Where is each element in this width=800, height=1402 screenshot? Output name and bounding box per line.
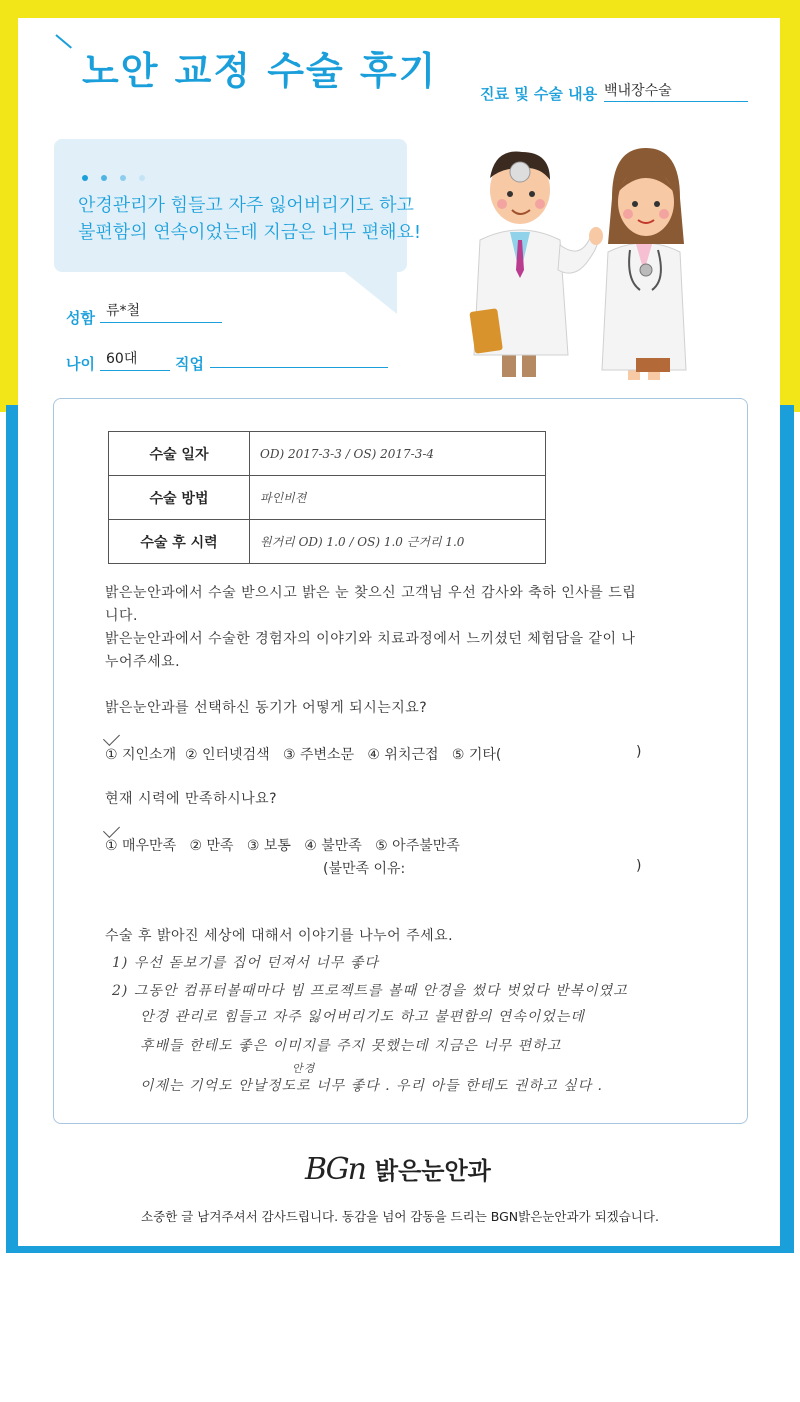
- surgery-date-label: 수술 일자: [109, 432, 250, 476]
- intro-paragraph-1: 밝은눈안과에서 수술 받으시고 밝은 눈 찾으신 고객님 우선 감사와 축하 인사를 드립니다.: [105, 585, 637, 624]
- clinic-logo: [305, 1151, 491, 1187]
- speech-bubble-tail: [342, 270, 397, 314]
- post-vision-label: 수술 후 시력: [109, 520, 250, 564]
- question-3: 수술 후 밝아진 세상에 대해서 이야기를 나누어 주세요.: [105, 928, 454, 944]
- answer-line-4: 후배들 한테도 좋은 이미지를 주지 못했는데 지금은 너무 편하고: [140, 1038, 562, 1054]
- question-2-options: ① 매우만족 ② 만족 ③ 보통 ④ 불만족 ⑤ 아주불만족: [105, 838, 460, 854]
- logo-name: 밝은눈안과: [374, 1157, 491, 1185]
- question-1-options: ① 지인소개 ② 인터넷검색 ③ 주변소문 ④ 위치근접 ⑤ 기타(: [105, 747, 502, 763]
- question-1: 밝은눈안과를 선택하신 동기가 어떻게 되시는지요?: [105, 700, 428, 716]
- name-label: 성함: [66, 309, 95, 327]
- surgery-date-value: OD) 2017-3-3 / OS) 2017-3-4: [250, 432, 546, 476]
- intro-paragraph-2: 밝은눈안과에서 수술한 경험자의 이야기와 치료과정에서 느끼셨던 체험담을 같이 나누어주세요.: [105, 631, 636, 670]
- job-label: 직업: [175, 355, 204, 373]
- job-field: [210, 350, 388, 368]
- answer-line-3: 안경 관리로 힘들고 자주 잃어버리기도 하고 불편함의 연속이었는데: [140, 1009, 585, 1025]
- surgery-info-table: [108, 431, 546, 564]
- male-doctor-figure: [469, 152, 603, 377]
- doctors-illustration: [440, 140, 730, 380]
- bubble-line-2: 불편함의 연속이었는데 지금은 너무 편해요!: [78, 222, 422, 243]
- answer-inserted-note: 안경: [292, 1062, 316, 1075]
- treatment-label: 진료 및 수술 내용: [480, 85, 598, 103]
- table-row: [109, 432, 546, 476]
- bubble-text: [78, 192, 421, 246]
- question-2-close: ): [636, 858, 642, 874]
- table-row: [109, 476, 546, 520]
- table-row: [109, 520, 546, 564]
- answer-line-1: 1) 우선 돋보기를 집어 던져서 너무 좋다: [112, 955, 379, 971]
- bubble-line-1: 안경관리가 힘들고 자주 잃어버리기도 하고: [78, 195, 414, 216]
- dots-icon: [82, 166, 158, 185]
- question-1-close: ): [636, 744, 642, 760]
- logo-mark: BGn: [305, 1152, 365, 1187]
- female-doctor-figure: [602, 148, 686, 380]
- post-vision-value: 원거리 OD) 1.0 / OS) 1.0 근거리 1.0: [250, 520, 546, 564]
- surgery-method-label: 수술 방법: [109, 476, 250, 520]
- age-label: 나이: [66, 355, 95, 373]
- treatment-value: 백내장수술: [604, 80, 748, 102]
- footer-message: 소중한 글 남겨주셔서 감사드립니다. 동감을 넘어 감동을 드리는 BGN밝은눈안과가 되겠습니다.: [141, 1209, 659, 1224]
- age-field: 60대: [100, 348, 170, 371]
- name-field: 류*철: [100, 300, 222, 323]
- question-2-reason: (불만족 이유:: [323, 861, 406, 877]
- question-2: 현재 시력에 만족하시나요?: [105, 791, 278, 807]
- page-title: 노안 교정 수술 후기: [82, 49, 438, 93]
- answer-line-2: 2) 그동안 컴퓨터볼때마다 빔 프로젝트를 볼때 안경을 썼다 벗었다 반복이였고: [112, 983, 628, 999]
- answer-line-5: 이제는 기억도 안날정도로 너무 좋다 . 우리 아들 한테도 권하고 싶다 .: [140, 1078, 603, 1094]
- surgery-method-value: 파인비젼: [250, 476, 546, 520]
